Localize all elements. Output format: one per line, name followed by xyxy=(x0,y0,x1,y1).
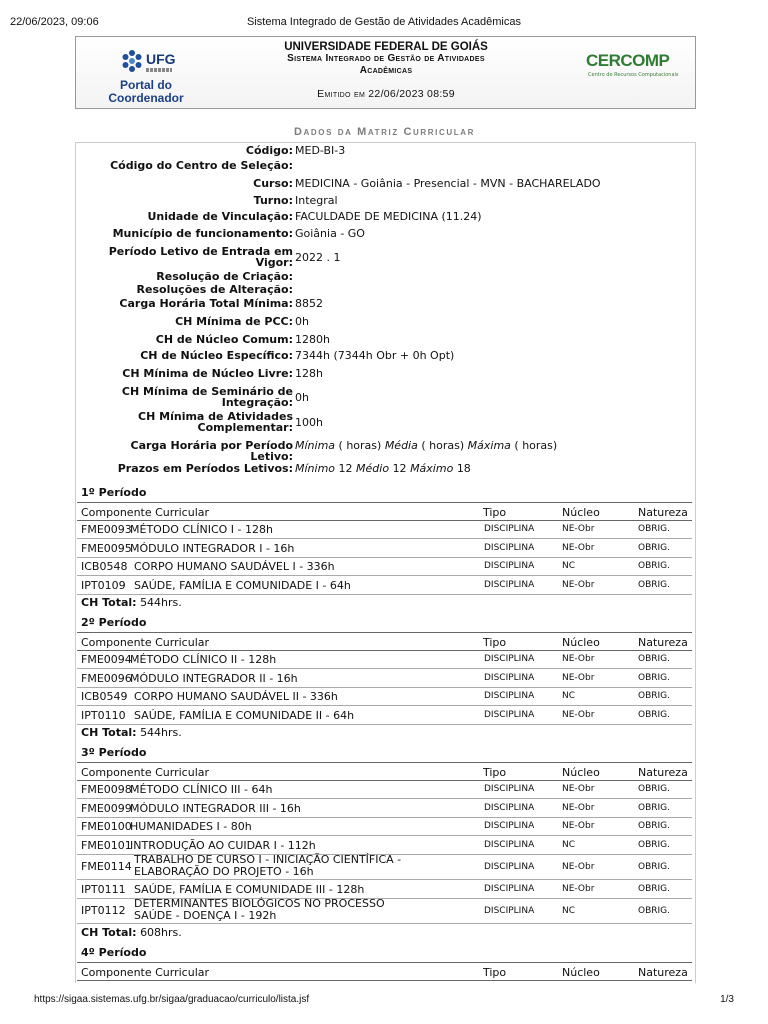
info-value: 7344h (7344h Obr + 0h Opt) xyxy=(295,349,455,362)
component-code: FME0093 xyxy=(81,523,132,536)
component-natureza: OBRIG. xyxy=(638,906,671,916)
component-nucleo: NC xyxy=(562,561,576,571)
component-code: IPT0112 xyxy=(81,904,126,917)
component-name: MÓDULO INTEGRADOR I - 16h xyxy=(130,541,295,555)
component-code: FME0098 xyxy=(81,783,132,796)
component-name: SAÚDE, FAMÍLIA E COMUNIDADE I - 64h xyxy=(134,578,351,592)
table-header xyxy=(77,632,692,651)
table-row xyxy=(77,687,692,706)
table-row xyxy=(77,557,692,576)
print-page-number: 1/3 xyxy=(720,994,734,1005)
component-nucleo: NE-Obr xyxy=(562,883,595,894)
component-nucleo: NE-Obr xyxy=(562,654,595,664)
col-componente: Componente Curricular xyxy=(81,506,210,519)
header-center xyxy=(256,41,516,100)
table-row xyxy=(77,898,692,924)
cercomp-subtitle: Centro de Recursos Computacionais xyxy=(588,72,679,78)
ch-total-value: 544hrs. xyxy=(140,596,182,609)
component-name: INTRODUÇÃO AO CUIDAR I - 112h xyxy=(130,838,316,852)
col-componente: Componente Curricular xyxy=(81,636,210,649)
table-header xyxy=(77,762,692,781)
component-tipo: DISCIPLINA xyxy=(484,906,535,916)
prazos-label: Prazos em Períodos Letivos: xyxy=(117,462,293,475)
col-tipo: Tipo xyxy=(483,506,507,519)
component-natureza: OBRIG. xyxy=(638,542,671,553)
component-natureza: OBRIG. xyxy=(638,784,671,794)
component-tipo: DISCIPLINA xyxy=(484,524,535,534)
print-url: https://sigaa.sistemas.ufg.br/sigaa/graduacao/curriculo/lista.jsf xyxy=(34,994,310,1005)
component-tipo: DISCIPLINA xyxy=(484,579,535,590)
info-row xyxy=(76,144,695,158)
info-value: 8852 xyxy=(295,297,323,310)
portal-label xyxy=(96,79,196,105)
prazo-max-label: Máximo xyxy=(410,462,454,475)
emitted-date: Emitido em 22/06/2023 08:59 xyxy=(317,88,455,100)
info-value: 100h xyxy=(295,416,323,429)
info-value: 128h xyxy=(295,367,323,380)
component-nucleo: NE-Obr xyxy=(562,862,595,872)
component-tipo: DISCIPLINA xyxy=(484,654,535,664)
component-tipo: DISCIPLINA xyxy=(484,802,535,813)
table-row xyxy=(77,706,692,725)
info-row xyxy=(76,315,695,329)
prazo-max: 18 xyxy=(456,462,471,475)
prazos-value xyxy=(295,462,471,475)
component-nucleo: NE-Obr xyxy=(562,802,595,813)
table-row xyxy=(77,576,692,595)
component-natureza: OBRIG. xyxy=(638,839,671,850)
component-nucleo: NC xyxy=(562,691,576,701)
portal-line1: Portal do xyxy=(119,78,172,92)
info-row xyxy=(76,245,695,269)
cercomp-logo-text: CERCOMP xyxy=(586,51,670,70)
component-tipo: DISCIPLINA xyxy=(484,691,535,701)
col-tipo: Tipo xyxy=(483,766,507,779)
table-row xyxy=(77,539,692,558)
period-title: 4º Período xyxy=(81,945,147,959)
info-row xyxy=(76,385,695,409)
component-nucleo: NE-Obr xyxy=(562,579,595,590)
component-tipo: DISCIPLINA xyxy=(484,883,535,894)
component-nucleo: NC xyxy=(562,906,576,916)
info-label: Código: xyxy=(245,144,293,157)
info-row xyxy=(76,349,695,363)
component-name: SAÚDE, FAMÍLIA E COMUNIDADE III - 128h xyxy=(134,882,365,896)
ch-total-label: CH Total: xyxy=(81,726,137,739)
col-tipo: Tipo xyxy=(483,636,507,649)
info-label: Resolução de Criação: xyxy=(156,270,293,283)
info-row xyxy=(76,283,695,296)
info-label: Curso: xyxy=(253,177,293,190)
info-label: CH Mínima de Núcleo Livre: xyxy=(122,367,293,380)
ch-total-label: CH Total: xyxy=(81,596,137,609)
component-nucleo: NE-Obr xyxy=(562,784,595,794)
info-label: CH de Núcleo Específico: xyxy=(140,349,293,362)
info-label: Resoluções de Alteração: xyxy=(136,283,293,296)
component-code: FME0094 xyxy=(81,653,132,666)
info-value: 0h xyxy=(295,315,309,328)
component-tipo: DISCIPLINA xyxy=(484,839,535,850)
component-tipo: DISCIPLINA xyxy=(484,672,535,683)
info-row xyxy=(76,367,695,381)
print-datetime: 22/06/2023, 09:06 xyxy=(10,16,99,28)
component-name: MÓDULO INTEGRADOR II - 16h xyxy=(130,671,298,685)
component-natureza: OBRIG. xyxy=(638,524,671,534)
component-code: FME0101 xyxy=(81,838,132,852)
table-row xyxy=(77,650,692,669)
component-tipo: DISCIPLINA xyxy=(484,862,535,872)
component-name: SAÚDE, FAMÍLIA E COMUNIDADE II - 64h xyxy=(134,708,355,722)
col-nucleo: Núcleo xyxy=(562,506,600,519)
col-natureza: Natureza xyxy=(638,965,688,979)
carga-med-label: Média xyxy=(384,439,418,452)
table-row xyxy=(77,780,692,799)
info-label: Código do Centro de Seleção: xyxy=(110,159,293,172)
component-name: MÉTODO CLÍNICO I - 128h xyxy=(130,523,273,536)
component-code: ICB0548 xyxy=(81,560,128,573)
university-name: UNIVERSIDADE FEDERAL DE GOIÁS xyxy=(284,41,488,53)
col-nucleo: Núcleo xyxy=(562,636,600,649)
col-nucleo: Núcleo xyxy=(562,766,600,779)
table-row xyxy=(77,799,692,818)
ch-total-value: 544hrs. xyxy=(140,726,182,739)
carga-max-label: Máxima xyxy=(467,439,511,452)
period-title: 3º Período xyxy=(81,746,147,759)
component-nucleo: NE-Obr xyxy=(562,542,595,553)
info-row xyxy=(76,194,695,208)
component-tipo: DISCIPLINA xyxy=(484,561,535,571)
component-code: FME0096 xyxy=(81,671,132,685)
component-natureza: OBRIG. xyxy=(638,654,671,664)
section-title: Dados da Matriz Curricular xyxy=(294,126,475,138)
info-row xyxy=(76,159,695,173)
component-natureza: OBRIG. xyxy=(638,691,671,701)
component-natureza: OBRIG. xyxy=(638,821,671,831)
info-label: Carga Horária Total Mínima: xyxy=(119,297,293,310)
ch-total-value: 608hrs. xyxy=(140,925,182,939)
component-tipo: DISCIPLINA xyxy=(484,709,535,720)
table-row xyxy=(77,880,692,899)
print-title: Sistema Integrado de Gestão de Atividades Acadêmicas xyxy=(247,16,521,28)
component-code: IPT0111 xyxy=(81,882,126,896)
info-label: CH de Núcleo Comum: xyxy=(155,333,293,346)
info-value: FACULDADE DE MEDICINA (11.24) xyxy=(295,210,482,223)
prazo-min-label: Mínimo xyxy=(295,462,336,475)
info-label: CH Mínima de Seminário de Integração: xyxy=(121,385,293,409)
info-value: MEDICINA - Goiânia - Presencial - MVN - BACHARELADO xyxy=(295,177,601,190)
info-value: 1280h xyxy=(295,333,330,346)
carga-max-unit: ( horas) xyxy=(514,439,558,452)
table-row xyxy=(77,836,692,855)
carga-min-unit: ( horas) xyxy=(338,439,382,452)
col-componente: Componente Curricular xyxy=(81,965,210,979)
component-name: MÓDULO INTEGRADOR III - 16h xyxy=(130,801,301,815)
period-title: 1º Período xyxy=(81,486,147,499)
ch-total-label: CH Total: xyxy=(81,925,137,939)
table-row xyxy=(77,520,692,539)
component-code: IPT0110 xyxy=(81,708,126,722)
component-name: CORPO HUMANO SAUDÁVEL I - 336h xyxy=(134,560,335,573)
component-name: TRABALHO DE CURSO I - INICIAÇÃO CIENTÍFICA - ELABORAÇÃO DO PROJETO - 16h xyxy=(134,853,402,878)
carga-periodo-value xyxy=(295,439,557,452)
component-natureza: OBRIG. xyxy=(638,672,671,683)
component-name: DETERMINANTES BIOLÓGICOS NO PROCESSO SAÚDE - DOENÇA I - 192h xyxy=(134,897,385,922)
prazo-med-label: Médio xyxy=(356,462,390,475)
component-name: CORPO HUMANO SAUDÁVEL II - 336h xyxy=(134,690,338,703)
component-name: MÉTODO CLÍNICO II - 128h xyxy=(130,653,277,666)
info-label: CH Mínima de Atividades Complementar: xyxy=(138,410,293,434)
component-nucleo: NC xyxy=(562,839,576,850)
component-name: MÉTODO CLÍNICO III - 64h xyxy=(130,783,273,796)
prazo-min: 12 xyxy=(338,462,353,475)
component-code: FME0100 xyxy=(81,820,132,833)
info-row xyxy=(76,227,695,241)
component-nucleo: NE-Obr xyxy=(562,821,595,831)
carga-periodo-label: Carga Horária por Período Letivo: xyxy=(130,439,293,463)
ch-total xyxy=(81,596,182,609)
table-row xyxy=(77,854,692,880)
ch-total xyxy=(81,926,182,939)
ufg-logo-icon xyxy=(120,49,144,73)
table-header xyxy=(77,962,692,981)
col-nucleo: Núcleo xyxy=(562,965,600,979)
col-natureza: Natureza xyxy=(638,766,688,779)
table-header xyxy=(77,502,692,521)
info-value: 2022 . 1 xyxy=(295,251,341,264)
col-tipo: Tipo xyxy=(483,965,507,979)
info-row xyxy=(76,210,695,224)
info-label: CH Mínima de PCC: xyxy=(175,315,293,328)
info-value: MED-BI-3 xyxy=(295,144,346,157)
portal-logo[interactable] xyxy=(96,45,196,105)
cercomp-logo xyxy=(586,51,679,78)
component-natureza: OBRIG. xyxy=(638,709,671,720)
info-label: Município de funcionamento: xyxy=(112,227,293,240)
info-row xyxy=(76,333,695,347)
info-value: 0h xyxy=(295,391,309,404)
period-title: 2º Período xyxy=(81,616,147,629)
table-row xyxy=(77,669,692,688)
prazo-med: 12 xyxy=(392,462,407,475)
component-tipo: DISCIPLINA xyxy=(484,542,535,553)
ufg-logo-text: UFG xyxy=(146,51,176,67)
component-nucleo: NE-Obr xyxy=(562,709,595,720)
info-row-carga-periodo xyxy=(76,439,695,463)
component-code: FME0099 xyxy=(81,801,132,815)
component-tipo: DISCIPLINA xyxy=(484,821,535,831)
component-code: FME0095 xyxy=(81,541,132,555)
info-row xyxy=(76,270,695,283)
component-natureza: OBRIG. xyxy=(638,883,671,894)
component-code: IPT0109 xyxy=(81,578,126,592)
component-natureza: OBRIG. xyxy=(638,561,671,571)
col-natureza: Natureza xyxy=(638,636,688,649)
component-natureza: OBRIG. xyxy=(638,802,671,813)
system-name-line1: Sistema Integrado de Gestão de Atividades xyxy=(287,53,485,64)
table-row xyxy=(77,817,692,836)
info-label: Período Letivo de Entrada em Vigor: xyxy=(108,245,293,269)
portal-line2: Coordenador xyxy=(108,91,184,105)
component-natureza: OBRIG. xyxy=(638,862,671,872)
col-natureza: Natureza xyxy=(638,506,688,519)
component-natureza: OBRIG. xyxy=(638,579,671,590)
component-code: FME0114 xyxy=(81,860,132,873)
ufg-logo-subline xyxy=(146,68,172,72)
curriculum-box xyxy=(75,142,696,983)
component-nucleo: NE-Obr xyxy=(562,672,595,683)
info-row-prazos xyxy=(76,462,695,478)
info-row xyxy=(76,177,695,191)
info-row xyxy=(76,297,695,311)
system-name-line2: Acadêmicas xyxy=(359,65,413,76)
component-tipo: DISCIPLINA xyxy=(484,784,535,794)
info-value: Integral xyxy=(295,194,338,207)
info-label: Turno: xyxy=(253,194,293,207)
info-value: Goiânia - GO xyxy=(295,227,365,240)
carga-min-label: Mínima xyxy=(295,439,336,452)
report-header xyxy=(75,36,696,109)
info-label: Unidade de Vinculação: xyxy=(147,210,293,223)
component-nucleo: NE-Obr xyxy=(562,524,595,534)
info-row xyxy=(76,410,695,434)
component-name: HUMANIDADES I - 80h xyxy=(130,820,252,833)
col-componente: Componente Curricular xyxy=(81,766,210,779)
component-code: ICB0549 xyxy=(81,690,128,703)
carga-med-unit: ( horas) xyxy=(421,439,465,452)
ch-total xyxy=(81,726,182,739)
